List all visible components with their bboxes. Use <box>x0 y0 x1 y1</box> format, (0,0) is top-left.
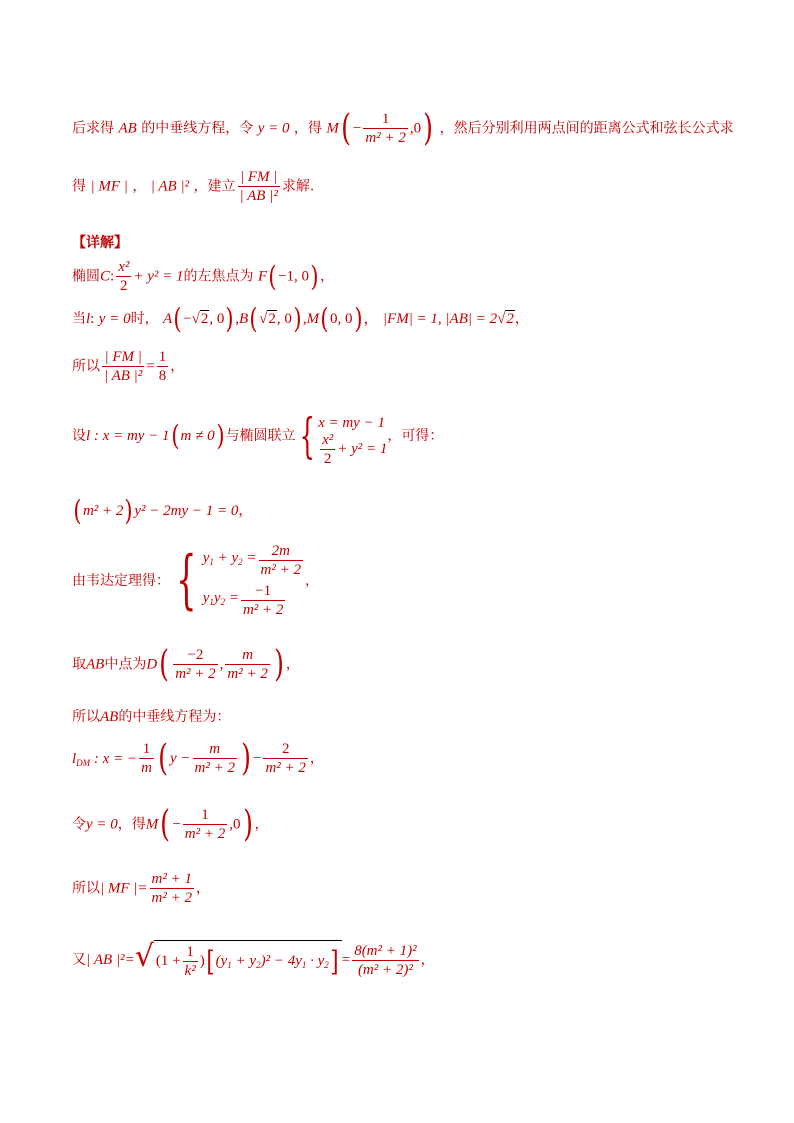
solution-line-9 <box>72 737 324 779</box>
math-expr: + y² = 1 <box>133 268 184 285</box>
math-ab: AB <box>86 656 105 673</box>
text: ，可得： <box>387 428 444 444</box>
math: (1 + <box>155 953 181 969</box>
minus: − <box>253 750 262 767</box>
math-b: B <box>239 311 249 327</box>
solution-line-7 <box>72 643 300 685</box>
math-d: D <box>146 656 158 673</box>
text: 的中垂线方程，令 <box>141 120 254 137</box>
math: m ≠ 0 <box>180 428 215 444</box>
math-m-point: M <box>145 816 159 833</box>
math: y² − 2my − 1 = 0 <box>134 503 239 519</box>
numerator: 1 <box>381 111 390 127</box>
fraction <box>238 168 280 205</box>
math-a: A <box>163 311 173 327</box>
text: 又 <box>72 952 86 968</box>
math-l: l <box>86 311 91 327</box>
paren: ( <box>173 302 182 335</box>
paren: ) <box>293 302 302 335</box>
left-paren: ( <box>340 107 351 149</box>
analysis-line-2 <box>72 168 314 205</box>
solution-line-2 <box>72 304 529 334</box>
text: ， <box>319 268 334 285</box>
math-f: F <box>257 268 268 285</box>
denominator: m² + 2 <box>175 666 216 682</box>
math-ab-sq: | AB |² <box>150 178 190 195</box>
sqrt-icon: √ <box>134 939 154 974</box>
denominator: m² + 2 <box>227 666 268 682</box>
system-row <box>318 431 388 467</box>
text: ， <box>170 358 185 375</box>
text: 令 <box>72 816 86 833</box>
math: y − <box>169 750 191 767</box>
math-y-eq-0: y = 0 <box>98 311 131 327</box>
system-row <box>203 540 305 580</box>
text: ， <box>514 311 529 327</box>
denominator: m² + 2 <box>184 826 226 842</box>
text: 与椭圆联立 <box>225 428 296 444</box>
text: 所以 <box>72 358 100 375</box>
paren: ( <box>73 494 82 527</box>
math-ab: AB <box>100 709 119 725</box>
numerator: −1 <box>255 582 272 599</box>
left-brace: { <box>299 408 315 464</box>
solution-line-1 <box>72 258 334 295</box>
colon: : <box>110 268 115 285</box>
comma: ， <box>363 311 379 327</box>
text: ， <box>195 880 210 897</box>
text: 所以 <box>72 709 100 725</box>
paren: ) <box>310 259 319 293</box>
paren: ( <box>170 419 180 452</box>
numerator: | FM | <box>104 349 142 365</box>
text: 所以 <box>72 880 100 897</box>
text: 的左焦点为 <box>183 268 254 285</box>
solution-line-4 <box>72 408 444 467</box>
math: ) <box>199 953 205 969</box>
zero: 0 <box>233 816 241 833</box>
fraction <box>363 110 407 147</box>
sqrt <box>135 940 342 980</box>
fraction <box>263 740 307 777</box>
paren: ) <box>225 302 234 335</box>
math-line-eq: l : x = my − 1 <box>86 428 170 444</box>
fraction <box>139 740 154 777</box>
bracket: [ <box>206 944 215 978</box>
solution-line-3 <box>72 348 184 385</box>
paren: ) <box>241 737 251 779</box>
math: $(y_1 + y_2)^2 - 4y_1 \cdot y_2$ <box>215 953 329 970</box>
right-paren: ) <box>423 107 434 149</box>
fraction <box>259 542 303 579</box>
math: $y_1y_2$ = <box>202 590 239 607</box>
text: 时， <box>130 311 159 327</box>
paren: ( <box>159 643 170 685</box>
solution-line-5 <box>72 496 252 526</box>
equation-system <box>318 410 388 467</box>
text: 后求得 <box>72 120 114 137</box>
fraction <box>320 431 335 468</box>
math: | AB |²= <box>86 952 135 968</box>
paren: ) <box>273 643 284 685</box>
math: | MF |= <box>100 880 148 897</box>
denominator: m² + 2 <box>260 561 301 578</box>
fraction <box>116 258 131 295</box>
zero: 0 <box>413 120 422 137</box>
text: ，然后分别利用两点间的距离公式和弦长公式求 <box>439 120 734 137</box>
text: 得 <box>72 178 86 195</box>
denominator: | AB |² <box>104 368 143 384</box>
paren: ( <box>268 259 277 293</box>
denominator: k² <box>184 963 196 979</box>
text: 椭圆 <box>72 268 100 285</box>
numerator: m² + 1 <box>151 871 192 887</box>
solution-line-6 <box>72 540 319 620</box>
text: 的中垂线方程为： <box>118 709 231 725</box>
math: + y² = 1 <box>337 441 388 457</box>
paren: ( <box>249 302 258 335</box>
denominator: m <box>141 760 152 776</box>
numerator: x² <box>118 259 130 275</box>
numerator: m <box>242 647 254 663</box>
comma: , <box>219 656 224 673</box>
fraction <box>225 646 269 683</box>
numerator: −2 <box>187 647 204 663</box>
numerator: 1 <box>158 349 167 365</box>
fraction <box>102 348 144 385</box>
paren: ) <box>215 419 225 452</box>
fraction <box>193 740 237 777</box>
text: ， <box>254 816 269 833</box>
numerator: 1 <box>201 807 209 823</box>
left-brace: { <box>176 543 197 617</box>
solution-line-12 <box>72 940 435 980</box>
fraction <box>150 870 194 907</box>
math-y-eq-0: y = 0 <box>86 816 118 833</box>
comma: , <box>409 120 414 137</box>
math: √2, 0 <box>259 311 292 327</box>
text: ，建立 <box>193 178 236 195</box>
denominator: m² + 2 <box>265 760 306 776</box>
math-m-point: M <box>326 120 339 137</box>
denominator: m² + 2 <box>194 760 235 776</box>
bracket: ] <box>330 944 339 978</box>
denominator: (m² + 2)² <box>352 960 418 979</box>
system-row <box>203 580 305 620</box>
sqrt-body <box>154 940 342 980</box>
comma: , <box>235 311 240 327</box>
numerator: 8(m² + 1)² <box>354 942 417 959</box>
text: 求解. <box>281 178 315 195</box>
math-mf: | MF | <box>90 178 128 195</box>
text: 【详解】 <box>72 235 128 251</box>
denominator: 2 <box>320 449 335 468</box>
numerator: 2m <box>271 542 290 559</box>
math: m² + 2 <box>82 503 124 519</box>
denominator: m² + 2 <box>151 890 192 906</box>
fraction <box>183 806 227 843</box>
numerator: 1 <box>142 741 151 757</box>
text: ， <box>132 178 147 195</box>
paren: ) <box>124 494 133 527</box>
paren: ( <box>320 302 329 335</box>
numerator: m <box>209 741 221 757</box>
fraction <box>157 348 169 385</box>
fraction <box>352 942 418 979</box>
text: 设 <box>72 428 86 444</box>
minus: − <box>172 816 181 833</box>
math-coords: −1, 0 <box>278 268 310 285</box>
comma: , <box>229 816 233 833</box>
text: ， <box>305 573 319 589</box>
paren: ) <box>242 803 253 845</box>
math-y-eq-0: y = 0 <box>257 120 290 137</box>
paren: ( <box>160 803 171 845</box>
text: ， <box>420 952 435 968</box>
comma: , <box>302 311 307 327</box>
text: 中点为 <box>104 656 147 673</box>
text: ，得 <box>293 120 322 137</box>
denominator: 2 <box>116 276 131 295</box>
text: 由韦达定理得： <box>72 573 170 589</box>
numerator: 2 <box>281 741 290 757</box>
math-c: C <box>100 268 111 285</box>
paren: ( <box>158 737 168 779</box>
numerator: x² <box>322 431 334 448</box>
paren: ) <box>353 302 363 335</box>
text: ，得 <box>117 816 146 833</box>
colon: : <box>90 311 95 327</box>
math: −√2, 0 <box>183 311 225 327</box>
solution-line-10 <box>72 803 269 845</box>
solution-line-8 <box>72 706 230 726</box>
math-m: M <box>306 311 320 327</box>
text: ， <box>309 750 324 767</box>
math: $l_{DM}$ : x = − <box>72 750 138 768</box>
denominator: m² + 2 <box>365 130 406 146</box>
text: 当 <box>72 311 86 327</box>
numerator: | FM | <box>239 169 278 185</box>
equals: = <box>341 952 351 968</box>
math: 0, 0 <box>330 311 353 327</box>
analysis-line-1 <box>72 107 734 149</box>
math-ab: AB <box>118 120 137 137</box>
system-row: x = my − 1 <box>318 415 385 431</box>
numerator: 1 <box>186 944 194 960</box>
text: 取 <box>72 656 86 673</box>
denominator: 8 <box>158 368 167 384</box>
fraction <box>173 646 217 683</box>
fraction <box>241 582 285 619</box>
solution-line-11 <box>72 870 210 907</box>
math-fm: |FM| = 1, |AB| = 2√2 <box>382 311 514 327</box>
denominator: m² + 2 <box>242 601 284 618</box>
text: ， <box>285 656 300 673</box>
denominator: | AB |² <box>239 188 278 204</box>
fraction <box>183 943 198 980</box>
detail-label <box>72 232 128 252</box>
equation-system <box>203 540 305 620</box>
math: $y_1 + y_2$ = <box>202 550 257 567</box>
text: ， <box>238 503 253 519</box>
equals: = <box>146 358 155 375</box>
minus-sign: − <box>352 120 362 137</box>
